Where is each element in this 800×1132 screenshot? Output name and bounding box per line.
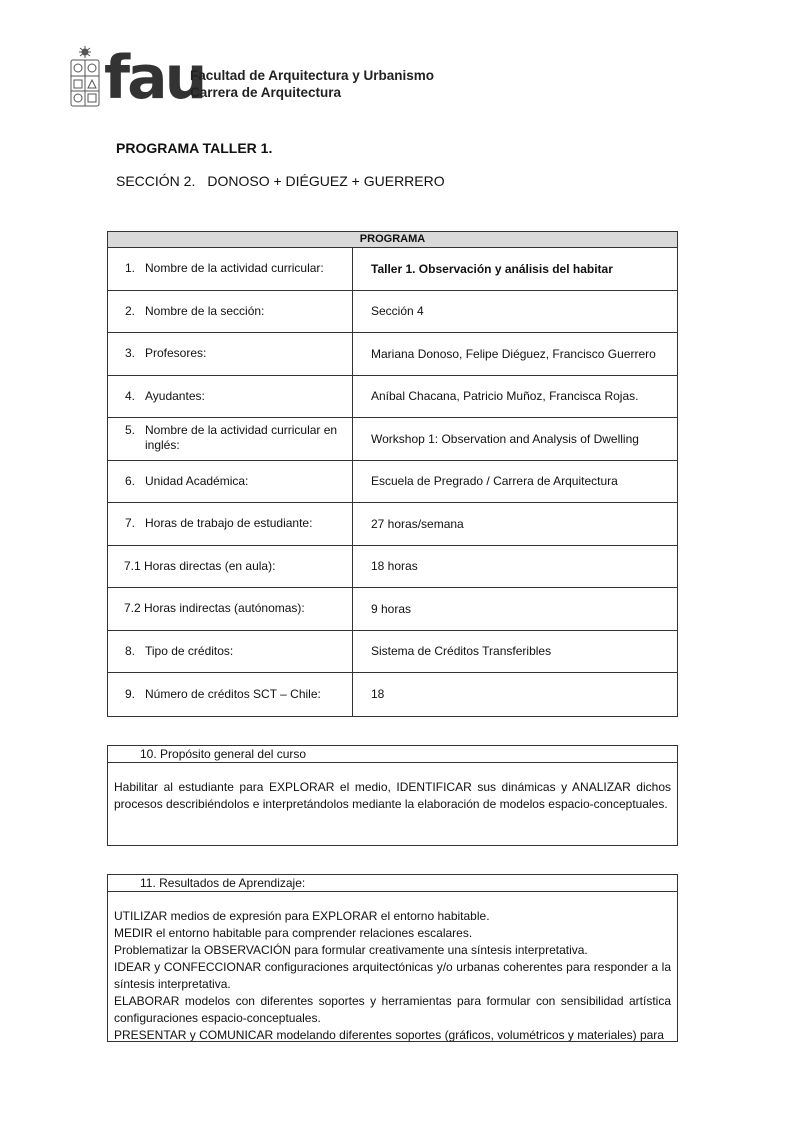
- purpose-heading: 10. Propósito general del curso: [108, 746, 677, 763]
- row-label: 7.1 Horas directas (en aula):: [124, 558, 276, 573]
- table-row: [108, 333, 677, 376]
- row-label: Ayudantes:: [145, 388, 205, 403]
- row-label: Horas de trabajo de estudiante:: [145, 516, 313, 531]
- row-label: Unidad Académica:: [145, 473, 249, 488]
- program-table: [107, 231, 678, 717]
- table-row: [108, 418, 677, 461]
- row-number: 7.: [125, 516, 136, 531]
- section-line: [116, 173, 457, 189]
- table-row: [108, 673, 677, 716]
- row-label: Profesores:: [145, 346, 207, 361]
- outcomes-list: [108, 892, 677, 1042]
- row-number: 6.: [125, 473, 136, 488]
- row-number: 9.: [125, 686, 136, 701]
- table-row: [108, 291, 677, 334]
- row-value: Sección 4: [371, 304, 424, 319]
- table-row: [108, 631, 677, 674]
- purpose-box: [107, 745, 678, 846]
- section-professors: DONOSO + DIÉGUEZ + GUERRERO: [207, 173, 445, 189]
- row-value: Taller 1. Observación y análisis del habitar: [371, 261, 613, 276]
- row-number: 1.: [125, 261, 136, 276]
- row-value: 9 horas: [371, 601, 412, 616]
- learning-outcomes-box: [107, 874, 678, 1042]
- table-row: [108, 461, 677, 504]
- table-row: [108, 248, 677, 291]
- purpose-text: Habilitar al estudiante para EXPLORAR el medio, IDENTIFICAR sus dinámicas y ANALIZAR dichos procesos describiéndolos e interpretándolos mediante la elaboración de modelos espacio-conceptuales.: [114, 780, 671, 811]
- row-number: 2.: [125, 303, 136, 318]
- page-title: PROGRAMA TALLER 1.: [116, 140, 273, 156]
- row-value: Mariana Donoso, Felipe Diéguez, Francisco Guerrero: [371, 346, 656, 361]
- row-number: 3.: [125, 346, 136, 361]
- row-value: Sistema de Créditos Transferibles: [371, 644, 552, 659]
- row-number: 4.: [125, 388, 136, 403]
- fau-logo: fau: [104, 43, 205, 113]
- row-value: 18: [371, 687, 385, 702]
- row-value: Workshop 1: Observation and Analysis of Dwelling: [371, 431, 639, 446]
- row-value: Escuela de Pregrado / Carrera de Arquitectura: [371, 474, 618, 489]
- row-label: Nombre de la actividad curricular:: [145, 261, 324, 276]
- list-item: Problematizar la OBSERVACIÓN para formular creativamente una síntesis interpretativa.: [114, 943, 588, 957]
- list-item: IDEAR y CONFECCIONAR configuraciones arquitectónicas y/o urbanas coherentes para responder a la síntesis interpretativa.: [114, 960, 671, 991]
- row-label: Nombre de la actividad curricular en inglés:: [145, 423, 338, 452]
- row-label: Nombre de la sección:: [145, 303, 265, 318]
- row-label: Número de créditos SCT – Chile:: [145, 686, 321, 701]
- row-label: Tipo de créditos:: [145, 643, 234, 658]
- row-label: 7.2 Horas indirectas (autónomas):: [124, 601, 305, 616]
- faculty-heading: [190, 67, 434, 101]
- row-value: 18 horas: [371, 559, 418, 574]
- table-row: [108, 588, 677, 631]
- list-item: ELABORAR modelos con diferentes soportes y herramientas para formular con sensibilidad artística configuraciones espacio-conceptuales.: [114, 994, 671, 1025]
- outcomes-heading: 11. Resultados de Aprendizaje:: [108, 875, 677, 892]
- faculty-name: Facultad de Arquitectura y Urbanismo: [190, 68, 435, 83]
- row-number: 8.: [125, 643, 136, 658]
- university-crest-icon: [68, 44, 102, 110]
- list-item: UTILIZAR medios de expresión para EXPLORAR el entorno habitable.: [114, 909, 490, 923]
- row-value: 27 horas/semana: [371, 516, 464, 531]
- section-label: SECCIÓN 2.: [116, 173, 196, 189]
- table-row: [108, 376, 677, 419]
- list-item: PRESENTAR y COMUNICAR modelando diferentes soportes (gráficos, volumétricos y materiales) para: [114, 1028, 664, 1042]
- table-row: [108, 546, 677, 589]
- table-heading: PROGRAMA: [108, 232, 677, 248]
- list-item: MEDIR el entorno habitable para comprender relaciones escalares.: [114, 926, 473, 940]
- table-row: [108, 503, 677, 546]
- row-value: Aníbal Chacana, Patricio Muñoz, Francisca Rojas.: [371, 389, 639, 404]
- career-name: Carrera de Arquitectura: [190, 85, 342, 100]
- row-number: 5.: [125, 423, 136, 437]
